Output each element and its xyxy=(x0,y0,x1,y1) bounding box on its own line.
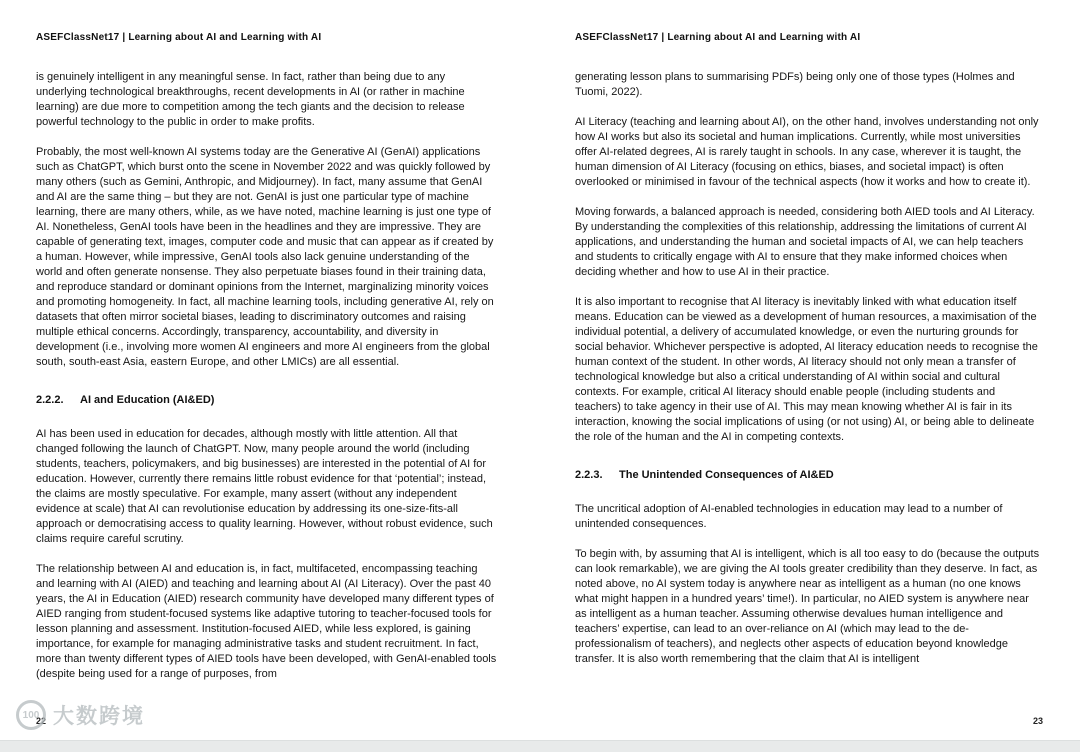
page-left xyxy=(36,0,498,740)
paragraph: The uncritical adoption of AI-enabled technologies in education may lead to a number of unintended consequences. xyxy=(575,503,1003,530)
section-number: 2.2.2. xyxy=(36,394,64,406)
page-header: ASEFClassNet17 | Learning about AI and Learning with AI xyxy=(575,32,861,43)
section-title: The Unintended Consequences of AI&ED xyxy=(619,469,834,481)
paragraph: AI has been used in education for decades, although mostly with little attention. All that changed following the launch of ChatGPT. Now, many people around the world (including students, teachers, policymakers, and big businesses) are interested in the potential of AI for education. However, currently there remains little robust evidence for that ‘potential’; instead, the claims are mostly speculative. For example, many assert (without any independent evidence at scale) that AI can revolutionise education by addressing its one-size-fits-all approach or democratising access to quality learning. However, without robust evidence, such claims require careful scrutiny. xyxy=(36,428,493,545)
section-heading xyxy=(36,394,498,406)
page-number: 22 xyxy=(36,716,47,726)
page-body xyxy=(36,70,498,682)
paragraph: is genuinely intelligent in any meaningful sense. In fact, rather than being due to any underlying technological breakthroughs, recent developments in AI (or rather in machine learning) are due more to competition among the tech giants and the decision to release powerful technology to the public in order to make profits. xyxy=(36,71,465,128)
bottom-strip xyxy=(0,740,1080,752)
paragraph: To begin with, by assuming that AI is intelligent, which is all too easy to do (because the outputs can look remarkable), we are giving the AI tools greater credibility than they deserve. In fact, as noted above, no AI system today is anywhere near as intelligent as a human (no one knows what might happen in a hundred years’ time!). In particular, no AIED system is anywhere near as intelligent as a human teacher. Assuming otherwise devalues human intelligence and teachers’ expertise, can lead to an over-reliance on AI (which may lead to the de-professionalism of teachers), and neglects other aspects of education beyond knowledge transfer. It is also worth remembering that the claim that AI is intelligent xyxy=(575,548,1040,665)
section-heading xyxy=(575,469,1043,481)
page-right xyxy=(575,0,1043,740)
watermark-text: 大数跨境 xyxy=(53,705,145,728)
page-body xyxy=(575,70,1043,667)
section-number: 2.2.3. xyxy=(575,469,603,481)
page-header: ASEFClassNet17 | Learning about AI and Learning with AI xyxy=(36,32,322,43)
paragraph: Probably, the most well-known AI systems today are the Generative AI (GenAI) applications such as ChatGPT, which burst onto the scene in November 2022 and was quickly followed by many others (such as Gemini, Anthropic, and Midjourney). In fact, many assume that GenAI and AI are the same thing – but they are not. GenAI is just one particular type of machine learning, there are many others, while, as we have noted, machine learning is just one type of AI. Nonetheless, GenAI tools have been in the headlines and they are impressive. They are capable of generating text, images, computer code and music that can appear as if created by a human. However, while impressive, GenAI tools also lack genuine understanding of the world and often generate nonsense. They also perpetuate biases found in their training data, and reproduce standard or dominant opinions from the Internet, marginalizing minority voices and promoting homogeneity. In fact, all machine learning tools, including generative AI, rely on datasets that often mirror societal biases, leading to discriminatory outcomes and raising multiple ethical concerns. Accordingly, transparency, accountability, and diversity in development (i.e., involving more women AI engineers and more AI engineers from the global south, south-east Asia, eastern Europe, and other LMICs) are all essential. xyxy=(36,146,494,368)
watermark-logo-text: 100 xyxy=(22,709,40,721)
paragraph: The relationship between AI and education is, in fact, multifaceted, encompassing teaching and learning with AI (AIED) and teaching and learning about AI (AI Literacy). Over the past 40 years, the AI in Education (AIED) research community have developed many different types of AIED ranging from student-focused systems like adaptive tutoring to teacher-focused tools for lesson planning and assessment. Institution-focused AIED, while less explored, is gaining importance, for example for managing administrative tasks and student recruitment. In fact, more than twenty different types of AIED tools have been developed, with GenAI-enabled tools (despite being used for a range of purposes, from xyxy=(36,563,497,680)
paragraph: It is also important to recognise that AI literacy is inevitably linked with what education itself means. Education can be viewed as a development of human resources, a maximisation of the individual potential, a delivery of accumulated knowledge, or even the nurturing grounds for social behavior. Whichever perspective is adopted, AI literacy education needs to recognise the human context of the student. In other words, AI literacy should not only mean a transfer of technological knowledge but also a critical understanding of AI within social and cultural contexts. For example, critical AI literacy should enable people (including students and teachers) to take agency in their use of AI. This may mean knowing whether AI is fair in its interaction, knowing the social implications of using (or not using) AI, or being able to delineate the role of the human and the AI in competing contexts. xyxy=(575,296,1038,443)
paragraph: Moving forwards, a balanced approach is needed, considering both AIED tools and AI Literacy. By understanding the complexities of this relationship, addressing the limitations of current AI applications, and understanding the human and societal impacts of AI, we can help teachers and students to critically engage with AI to ensure that they make informed choices when deciding whether and how to use AI in their practice. xyxy=(575,206,1035,278)
page-number: 23 xyxy=(1032,716,1043,726)
paragraph: generating lesson plans to summarising PDFs) being only one of those types (Holmes and Tuomi, 2022). xyxy=(575,71,1015,98)
section-title: AI and Education (AI&ED) xyxy=(80,394,215,406)
paragraph: AI Literacy (teaching and learning about AI), on the other hand, involves understanding not only how AI works but also its societal and human implications. Currently, while most universities offer AI-related degrees, AI is rarely taught in schools. In any case, wherever it is taught, the human dimension of AI Literacy (focusing on ethics, biases, and societal impact) is often overlooked or minimised in favour of the technical aspects (how it works and how to create it). xyxy=(575,116,1039,188)
